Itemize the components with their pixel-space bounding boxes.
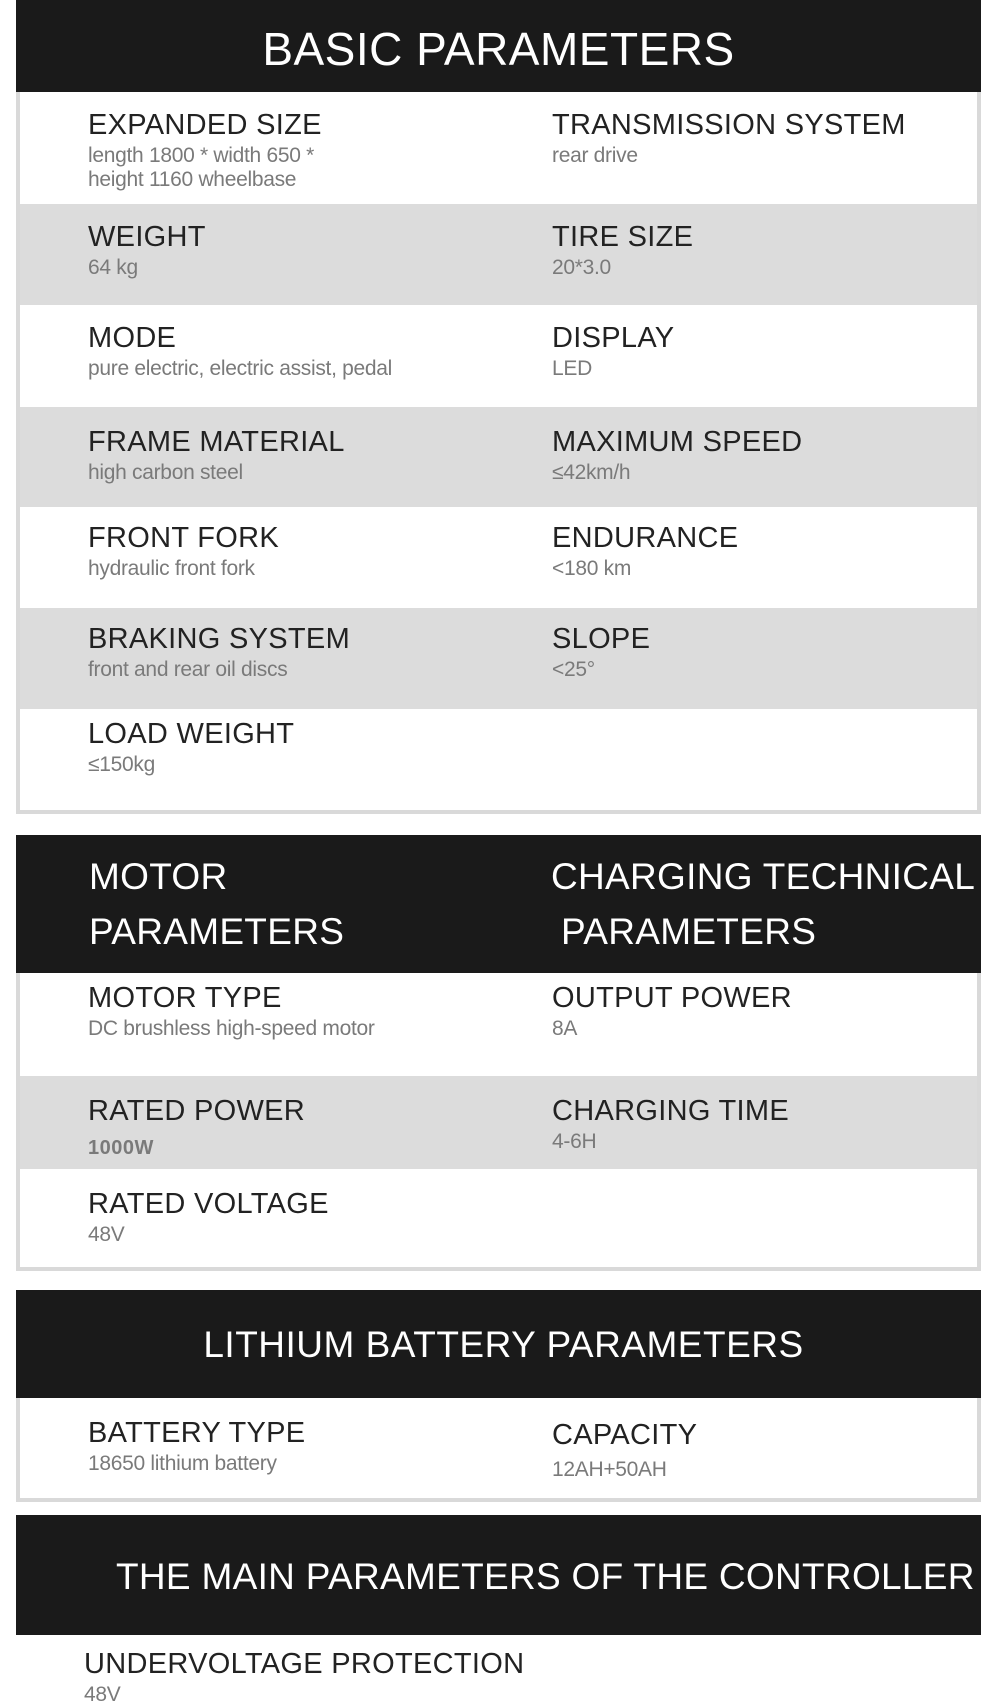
param-value: ≤150kg [88,753,155,776]
controller-parameters-title: THE MAIN PARAMETERS OF THE CONTROLLER [116,1556,975,1597]
param-value: LED [552,357,592,380]
param-value: pure electric, electric assist, pedal [88,357,393,380]
param-value: 12AH+50AH [552,1458,667,1481]
param-load-weight [88,717,488,777]
param-rated-power [88,1094,488,1160]
param-braking-system [88,622,488,682]
param-label: TIRE SIZE [552,221,694,253]
param-label: SLOPE [552,623,651,655]
param-value: hydraulic front fork [88,557,255,580]
param-value: front and rear oil discs [88,658,288,681]
table-row [20,305,977,407]
table-row [20,1169,977,1267]
basic-parameters-table [16,92,981,814]
param-value: 4-6H [552,1130,597,1153]
param-rated-voltage [88,1187,488,1247]
table-row [20,1076,977,1169]
param-label: RATED VOLTAGE [88,1188,329,1220]
param-value: 18650 lithium battery [88,1452,277,1475]
param-tire-size [552,220,972,280]
table-row [20,1398,977,1498]
motor-charging-table [16,973,981,1271]
param-weight [88,220,488,280]
battery-table [16,1398,981,1502]
param-label: TRANSMISSION SYSTEM [552,109,906,141]
param-value: ≤42km/h [552,461,631,484]
table-row [20,407,977,507]
param-label: MOTOR TYPE [88,982,282,1014]
controller-header [16,1515,981,1635]
param-value: length 1800 * width 650 * height 1160 wheelbase [88,144,315,191]
param-value: 64 kg [88,256,138,279]
param-endurance [552,521,972,581]
table-row [20,204,977,305]
param-value: 20*3.0 [552,256,611,279]
param-label: CHARGING TIME [552,1095,789,1127]
param-label: BATTERY TYPE [88,1417,306,1449]
param-label: LOAD WEIGHT [88,718,295,750]
param-label: MAXIMUM SPEED [552,426,803,458]
param-maximum-speed [552,425,972,485]
charging-title-line1: CHARGING TECHNICAL [551,856,976,897]
table-row [20,709,977,810]
param-label: MODE [88,322,177,354]
param-label: CAPACITY [552,1419,698,1451]
param-transmission-system [552,108,972,168]
param-label: ENDURANCE [552,522,739,554]
param-value: rear drive [552,144,638,167]
param-undervoltage-protection [84,1647,525,1707]
param-label: UNDERVOLTAGE PROTECTION [84,1648,525,1680]
param-motor-type [88,981,488,1041]
basic-parameters-header [16,0,981,92]
motor-title-line1: MOTOR [89,856,228,897]
motor-title-line2: PARAMETERS [89,911,345,952]
motor-charging-header [16,835,981,973]
param-expanded-size [88,108,488,192]
param-frame-material [88,425,488,485]
param-capacity [552,1418,972,1482]
charging-title-line2: PARAMETERS [561,911,817,952]
param-battery-type [88,1416,488,1476]
param-value: <180 km [552,557,632,580]
param-label: FRAME MATERIAL [88,426,345,458]
param-charging-time [552,1094,972,1154]
param-value: 1000W [88,1137,154,1159]
param-label: DISPLAY [552,322,675,354]
motor-parameters-title [89,849,344,959]
param-front-fork [88,521,488,581]
param-output-power [552,981,972,1041]
table-row [20,507,977,608]
charging-parameters-title [551,849,975,959]
param-value: 48V [84,1683,121,1706]
param-value: 8A [552,1017,578,1040]
table-row [20,608,977,709]
basic-parameters-title: BASIC PARAMETERS [262,23,735,75]
table-row [20,92,977,204]
param-display [552,321,972,381]
param-value: <25° [552,658,595,681]
table-row [20,973,977,1076]
param-label: BRAKING SYSTEM [88,623,351,655]
battery-header [16,1290,981,1398]
param-value: 48V [88,1223,125,1246]
param-value: DC brushless high-speed motor [88,1017,375,1040]
param-label: RATED POWER [88,1095,306,1127]
param-label: EXPANDED SIZE [88,109,322,141]
battery-parameters-title: LITHIUM BATTERY PARAMETERS [203,1324,804,1365]
controller-table [16,1635,981,1706]
param-value: high carbon steel [88,461,243,484]
param-label: OUTPUT POWER [552,982,792,1014]
param-label: WEIGHT [88,221,206,253]
param-slope [552,622,972,682]
param-label: FRONT FORK [88,522,279,554]
param-mode [88,321,488,381]
